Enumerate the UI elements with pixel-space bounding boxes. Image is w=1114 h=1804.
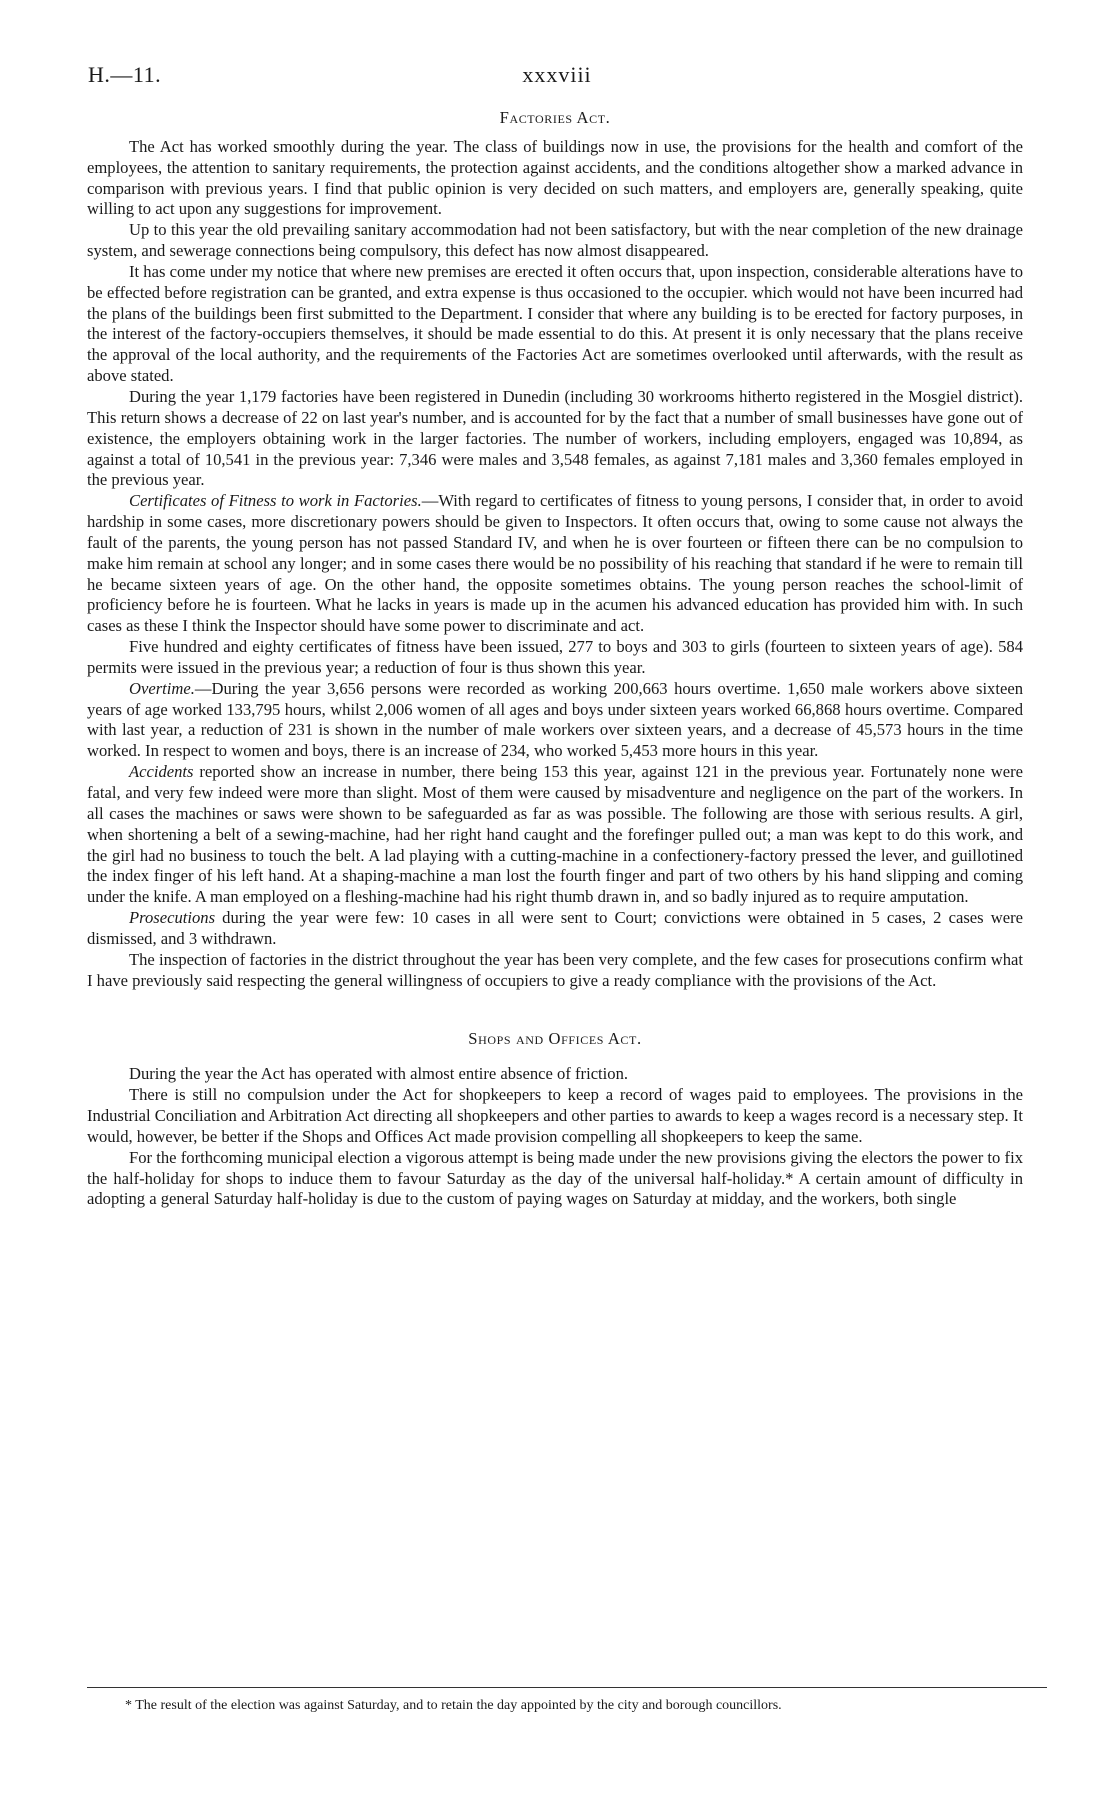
paragraph: The inspection of factories in the district throughout the year has been very complete, and the few cases for prosecutions confirm what I have previously said respecting the general willingness of occupiers to give a ready compliance with the provisions of the Act. (87, 949, 1023, 990)
overtime-text: —During the year 3,656 persons were recorded as working 200,663 hours overtime. 1,650 male workers above sixteen years of age worked 133,795 hours, whilst 2,006 women of all ages and boys under sixteen years worked 66,868 hours overtime. Compared with last year, a reduction of 231 is shown in the number of male workers over sixteen years, and a decrease of 45,573 hours in the time worked. In respect to women and boys, there is an increase of 234, who worked 5,453 more hours in this year. (87, 678, 1023, 761)
body-text (87, 108, 1023, 1210)
page-reference: H.—11. (88, 62, 162, 87)
page-number: xxxviii (522, 62, 592, 87)
paragraph: During the year 1,179 factories have been registered in Dunedin (including 30 workrooms hitherto registered in the Mosgiel district). This return shows a decrease of 22 on last year's number, and is accounted for by the fact that a number of small businesses have gone out of existence, the employers obtaining work in the larger factories. The number of workers, including employers, engaged was 10,894, as against a total of 10,541 in the previous year: 7,346 were males and 3,548 females, as against 7,181 males and 3,360 females employed in the previous year. (87, 386, 1023, 490)
paragraph: It has come under my notice that where new premises are erected it often occurs that, upon inspection, considerable alterations have to be effected before registration can be granted, and extra expense is thus occasioned to the occupier. which would not have been incurred had the plans of the buildings been first submitted to the Department. I consider that where any building is to be erected for factory purposes, in the interest of the factory-occupiers themselves, it should be made essential to do this. At present it is only necessary that the plans receive the approval of the local authority, and the requirements of the Factories Act are sometimes overlooked until afterwards, with the result as above stated. (87, 261, 1023, 386)
footnote: * The result of the election was against Saturday, and to retain the day appointed by the city and borough councillors. (125, 1698, 782, 1713)
paragraph-certificates (87, 491, 1023, 637)
paragraph: There is still no compulsion under the Act for shopkeepers to keep a record of wages paid to employees. The provisions in the Industrial Conciliation and Arbitration Act directing all shopkeepers and other parties to awards to keep a wages record is a necessary step. It would, however, be better if the Shops and Offices Act made provision compelling all shopkeepers to keep the same. (87, 1085, 1023, 1146)
paragraph-prosecutions (87, 908, 1023, 950)
paragraph: The Act has worked smoothly during the year. The class of buildings now in use, the provisions for the health and comfort of the employees, the attention to sanitary requirements, the protection against accidents, and the conditions altogether show a marked advance in comparison with previous years. I find that public opinion is very decided on such matters, and employers are, generally speaking, quite willing to act upon any suggestions for improvement. (87, 136, 1023, 219)
accidents-lead: Accidents (129, 762, 194, 782)
paragraph-overtime (87, 679, 1023, 762)
prosecutions-lead: Prosecutions (129, 908, 216, 928)
paragraph: For the forthcoming municipal election a vigorous attempt is being made under the new provisions giving the electors the power to fix the half-holiday for shops to induce them to favour Saturday as the day of the universal half-holiday.* A certain amount of difficulty in adopting a general Saturday half-holiday is due to the custom of paying wages on Saturday at midday, and the workers, both single (87, 1147, 1023, 1209)
paragraph: During the year the Act has operated with almost entire absence of friction. (129, 1064, 629, 1084)
paragraph-accidents (87, 762, 1023, 908)
footnote-divider (87, 1687, 1047, 1688)
accidents-text: reported show an increase in number, there being 153 this year, against 121 in the previous year. Fortunately none were fatal, and very few indeed were more than slight. Most of them were caused by misadventure and negligence on the part of the workers. In all cases the machines or saws were shown to be safeguarded as far as was possible. The following are those with serious results. A girl, when shortening a belt of a sewing-machine, had her right hand caught and the forefinger pulled out; a man was kept to do this work, and the girl had no business to touch the belt. A lad playing with a cutting-machine in a confectionery-factory pressed the lever, and guillotined the index finger of his left hand. At a shaping-machine a man lost the fourth finger and part of two others by his hand slipping and coming under the knife. A man employed on a fleshing-machine had his right thumb drawn in, and so badly injured as to require amputation. (87, 762, 1023, 907)
certificates-text: —With regard to certificates of fitness to young persons, I consider that, in order to avoid hardship in some cases, more discretionary powers should be given to Inspectors. It often occurs that, owing to some cause not always the fault of the parents, the young person has not passed Standard IV, and when he is over fourteen or fifteen there can be no compulsion to make him remain at school any longer; and in some cases there would be no possibility of his reaching that standard if he were to remain till he became sixteen years of age. On the other hand, the opposite sometimes obtains. The young person reaches the school-limit of proficiency before he is fourteen. What he lacks in years is made up in the acumen his advanced education has provided him with. In such cases as these I think the Inspector should have some power to discriminate and act. (87, 491, 1023, 636)
paragraph: Up to this year the old prevailing sanitary accommodation had not been satisfactory, but with the near completion of the new drainage system, and sewerage connections being compulsory, this defect has now almost disappeared. (87, 220, 1023, 261)
factories-act-heading: Factories Act. (499, 108, 611, 127)
certificates-lead: Certificates of Fitness to work in Factories. (129, 491, 422, 511)
prosecutions-text: during the year were few: 10 cases in all were sent to Court; convictions were obtained in 5 cases, 2 cases were dismissed, and 3 withdrawn. (87, 908, 1023, 948)
overtime-lead: Overtime. (129, 678, 195, 698)
paragraph: Five hundred and eighty certificates of fitness have been issued, 277 to boys and 303 to girls (fourteen to sixteen years of age). 584 permits were issued in the previous year; a reduction of four is thus shown this year. (87, 637, 1023, 677)
shops-offices-act-heading: Shops and Offices Act. (468, 1029, 642, 1049)
